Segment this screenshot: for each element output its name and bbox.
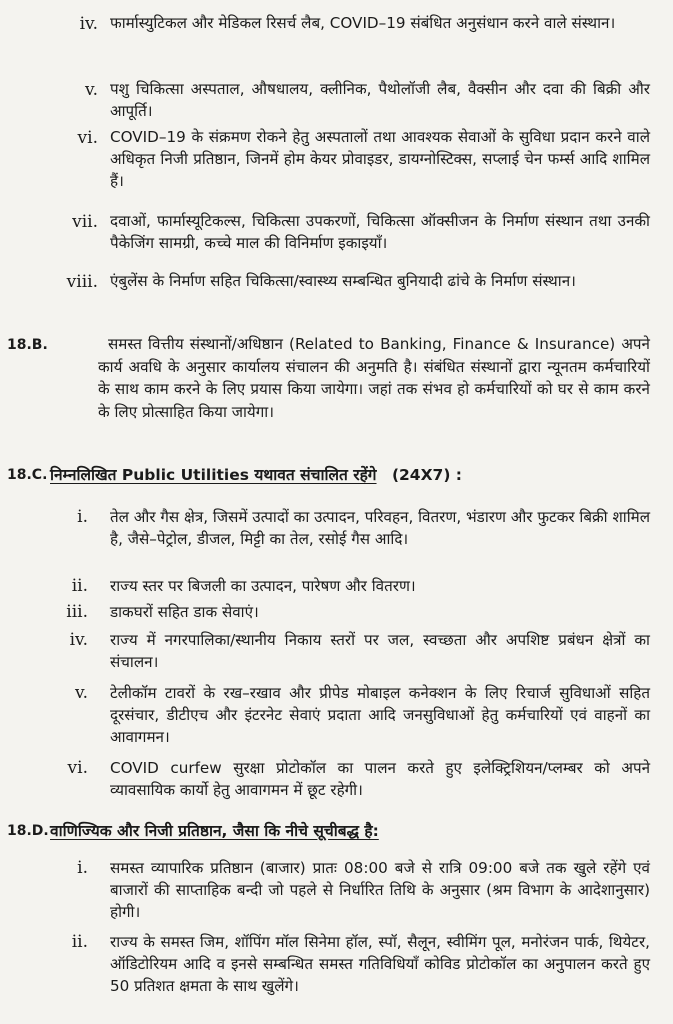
item-text: डाकघरों सहित डाक सेवाएं।: [110, 603, 259, 621]
item-text: टेलीकॉम टावरों के रख–रखाव और प्रीपेड मोबाइल कनेक्शन के लिए रिचार्ज सुविधाओं सहित दूरसंचार, डीटीएच और इंटरनेट सेवाएं प्रदाता आदि जनसुविधाओं हेतु कर्मचारियों एवं वाहनों का आवागमन।: [110, 684, 650, 746]
item-text: समस्त व्यापारिक प्रतिष्ठान (बाजार) प्रातः 08:00 बजे से रात्रि 09:00 बजे तक खुले रहेंगे एवं बाजारों की साप्ताहिक बन्दी जो पहले से निर्धारित तिथि के अनुसार (श्रम विभाग के आदेशानुसार) होगी।: [110, 859, 650, 921]
item-text: COVID–19 के संक्रमण रोकने हेतु अस्पतालों तथा आवश्यक सेवाओं के सुविधा प्रदान करने वाले अधिकृत निजी प्रतिष्ठान, जिनमें होम केयर प्रोवाइडर, डायग्नोस्टिक्स, सप्लाई चेन फर्म्स आदि शामिल हैं।: [110, 128, 650, 190]
item-number: iii.: [66, 602, 88, 622]
item-number: iv.: [79, 14, 98, 34]
item-text: राज्य के समस्त जिम, शॉपिंग मॉल सिनेमा हॉल, स्पॉ, सैलून, स्वीमिंग पूल, मनोरंजन पार्क, थियेटर, ऑडिटोरियम आदि व इनसे सम्बन्धित समस्त गतिविधियाँ कोविड प्रोटोकॉल का अनुपालन करते हुए 50 प्रतिशत क्षमता के साथ खुलेंगे।: [110, 933, 650, 995]
item-number: vi.: [77, 128, 98, 148]
heading-underlined: वाणिज्यिक और निजी प्रतिष्ठान, जैसा कि नीचे सूचीबद्ध है:: [50, 822, 379, 840]
item-text: राज्य स्तर पर बिजली का उत्पादन, पारेषण और वितरण।: [110, 577, 416, 595]
section-heading: [50, 464, 650, 486]
item-number: ii.: [71, 932, 88, 952]
section-label: 18.C.: [7, 467, 48, 483]
item-text: फार्मास्युटिकल और मेडिकल रिसर्च लैब, COVID–19 संबंधित अनुसंधान करने वाले संस्थान।: [110, 14, 616, 32]
section-heading: [50, 820, 650, 842]
item-number: viii.: [66, 272, 98, 292]
item-text: दवाओं, फार्मास्यूटिकल्स, चिकित्सा उपकरणों, चिकित्सा ऑक्सीजन के निर्माण संस्थान तथा उनकी पैकेजिंग सामग्री, कच्चे माल की विनिर्माण इकाइयाँ।: [110, 212, 650, 252]
item-number: vi.: [67, 758, 88, 778]
section-text: समस्त वित्तीय संस्थानों/अधिष्ठान (Related to Banking, Finance & Insurance) अपने कार्य अवधि के अनुसार कार्यालय संचालन की अनुमति है। संबंधित संस्थानों द्वारा न्यूनतम कर्मचारियों के साथ काम करने के लिए प्रयास किया जायेगा। जहां तक संभव हो कर्मचारियों को घर से काम करने के लिए प्रोत्साहित किया जायेगा।: [98, 335, 650, 421]
item-number: ii.: [71, 576, 88, 596]
item-text: तेल और गैस क्षेत्र, जिसमें उत्पादों का उत्पादन, परिवहन, वितरण, भंडारण और फुटकर बिक्री शामिल है, जैसे–पेट्रोल, डीजल, मिट्टी का तेल, रसोई गैस आदि।: [110, 508, 651, 548]
item-text: राज्य में नगरपालिका/स्थानीय निकाय स्तरों पर जल, स्वच्छता और अपशिष्ट प्रबंधन क्षेत्रों का संचालन।: [110, 631, 650, 671]
item-text: COVID curfew सुरक्षा प्रोटोकॉल का पालन करते हुए इलेक्ट्रिशियन/प्लम्बर को अपने व्यावसायिक कार्यो हेतु आवागमन में छूट रहेगी।: [110, 759, 650, 799]
heading-suffix: (24X7) :: [391, 466, 463, 484]
section-label: 18.B.: [7, 337, 48, 353]
item-text: एंबुलेंस के निर्माण सहित चिकित्सा/स्वास्थ्य सम्बन्धित बुनियादी ढांचे के निर्माण संस्थान।: [110, 272, 576, 290]
item-number: vii.: [72, 212, 98, 232]
item-number: i.: [77, 858, 88, 878]
section-label: 18.D.: [7, 823, 49, 839]
heading-underlined: निम्नलिखित Public Utilities यथावत संचालित रहेंगे: [50, 466, 377, 484]
item-number: iv.: [69, 630, 88, 650]
item-number: v.: [75, 683, 88, 703]
item-text: पशु चिकित्सा अस्पताल, औषधालय, क्लीनिक, पैथोलॉजी लैब, वैक्सीन और दवा की बिक्री और आपूर्ति।: [110, 80, 650, 120]
item-number: v.: [85, 80, 98, 100]
item-number: i.: [77, 507, 88, 527]
